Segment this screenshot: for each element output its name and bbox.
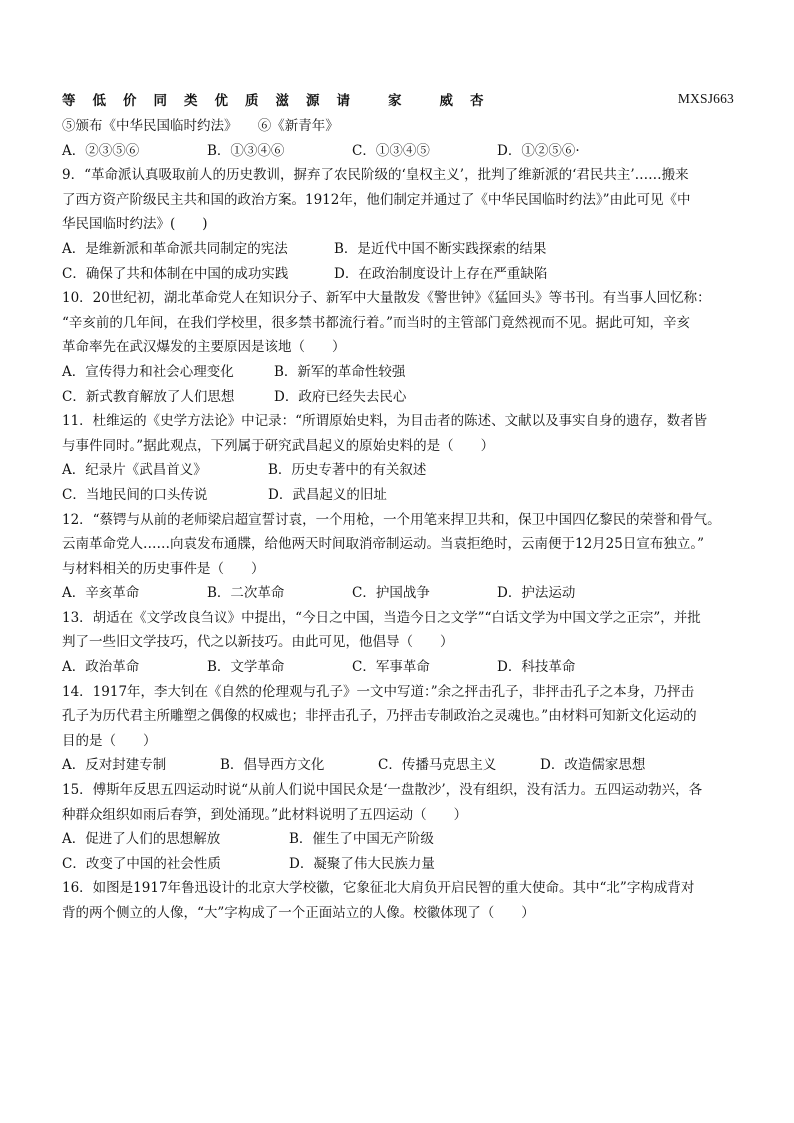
question-text-line: “辛亥前的几年间，在我们学校里，很多禁书都流行着。”而当时的主管部门竟然视而不见。据此可知，辛亥 [62,314,691,331]
option-d: D．在政治制度设计上存在严重缺陷 [334,265,548,282]
option-c: C．护国战争 [352,585,430,602]
option-c: C．军事革命 [352,659,430,676]
header-char: 家 [388,93,402,109]
option-b: B．二次革命 [207,585,285,602]
option-a: A．促进了人们的思想解放 [62,831,221,848]
document-code: MXSJ663 [677,91,734,106]
header-char: 类 [184,93,198,109]
question-text-line: ⑤颁布《中华民国临时约法》 ⑥《新青年》 [62,118,339,134]
option-a: A．反对封建专制 [62,757,167,774]
option-d: D．①②⑤⑥· [497,142,580,159]
option-b: B．新军的革命性较强 [274,363,406,380]
question-text-line: 孔子为历代君主所雕塑之偶像的权威也；非抨击孔子，乃抨击专制政治之灵魂也。”由材料可知新文化运动的 [62,708,697,725]
header-char: 质 [245,93,259,109]
answer-options [62,139,734,164]
option-b: B．①③④⑥ [207,142,285,159]
question-15 [62,778,734,876]
option-b: B．倡导西方文化 [220,757,325,774]
question-12 [62,508,734,606]
question-text-line: 13．胡适在《文学改良刍议》中提出，“今日之中国，当造今日之文学”“白话文学为中国文学之正宗”，并批 [62,609,701,626]
option-c: C．改变了中国的社会性质 [62,855,221,872]
question-9 [62,163,734,286]
header-char: 杏 [470,93,484,109]
question-text-line: 与材料相关的历史事件是（ ） [62,560,265,577]
question-text-line: 云南革命党人……向袁发布通牒，给他两天时间取消帝制运动。当袁拒绝时，云南便于12月25日宣布独立。” [62,536,705,553]
answer-options-row [62,237,734,262]
answer-options-row [62,827,734,852]
question-text-line: 背的两个侧立的人像，“大”字构成了一个正面站立的人像。校徽体现了（ ） [62,905,535,921]
question-text-line: 与事件同时。”据此观点，下列属于研究武昌起义的原始史料的是（ ） [62,437,495,454]
question-13 [62,606,734,680]
option-d: D．凝聚了伟大民族力量 [289,855,435,872]
option-b: B．文学革命 [207,659,285,676]
header-char: 威 [439,93,453,109]
question-text-line: 11．杜维运的《史学方法论》中记录：“所谓原始史料，为目击者的陈述、文献以及事实自身的遗存，数者皆 [62,413,708,430]
answer-options [62,581,734,606]
answer-options-row [62,483,734,508]
exam-page [62,88,734,926]
question-text-line: 12．“蔡锷与从前的老师梁启超宣誓讨袁，一个用枪，一个用笔来捍卫共和，保卫中国四亿黎民的荣誉和骨气。 [62,511,721,528]
question-10 [62,286,734,409]
option-a: A．②③⑤⑥ [62,142,140,159]
question-16 [62,876,734,925]
header-char: 滋 [275,93,289,109]
option-d: D．改造儒家思想 [540,757,646,774]
answer-options-row [62,852,734,877]
header-char: 同 [153,93,167,109]
option-a: A．政治革命 [62,659,140,676]
question-14 [62,680,734,778]
question-text-line: 华民国临时约法》( ) [62,216,208,233]
option-a: A．纪录片《武昌首义》 [62,462,207,479]
header-char: 源 [306,93,320,109]
option-b: B．催生了中国无产阶级 [289,831,434,848]
question-text-line: 目的是（ ） [62,732,157,749]
header-watermark-text [62,89,501,109]
question-text-line: 种群众组织如雨后春笋，到处涌现。”此材料说明了五四运动（ ） [62,806,468,823]
header-char: 优 [214,93,228,109]
answer-options-row [62,458,734,483]
answer-options-row [62,360,734,385]
page-header [62,88,734,110]
option-d: D．科技革命 [497,659,576,676]
header-char: 价 [123,93,137,109]
option-d: D．政府已经失去民心 [274,388,407,405]
option-b: B．历史专著中的有关叙述 [268,462,427,479]
answer-options [62,655,734,680]
header-char: 低 [92,93,106,109]
question-text-line: 判了一些旧文学技巧，代之以新技巧。由此可见，他倡导（ ） [62,634,454,651]
question-11 [62,409,734,507]
option-d: D．护法运动 [497,585,576,602]
option-c: C．新式教育解放了人们思想 [62,388,235,405]
answer-options [62,753,734,778]
answer-options-row [62,262,734,287]
option-d: D．武昌起义的旧址 [268,486,387,503]
option-b: B．是近代中国不断实践探索的结果 [334,240,547,257]
option-a: A．辛亥革命 [62,585,140,602]
option-c: C．传播马克思主义 [378,757,497,774]
option-c: C．当地民间的口头传说 [62,486,208,503]
question-text-line: 了西方资产阶级民主共和国的政治方案。1912年，他们制定并通过了《中华民国临时约法》”由此可见《中 [62,191,691,208]
question-text-line: 14．1917年，李大钊在《自然的伦理观与孔子》一文中写道：”余之抨击孔子，非抨击孔子之本身，乃抨击 [62,683,695,700]
question-text-line: 9．“革命派认真吸取前人的历史教训，摒弃了农民阶级的‘皇权主义’，批判了维新派的‘君民共主’……搬来 [62,167,689,184]
option-c: C．确保了共和体制在中国的成功实践 [62,265,289,282]
question-8-tail [62,114,734,163]
option-a: A．是维新派和革命派共同制定的宪法 [62,240,288,257]
question-text-line: 革命率先在武汉爆发的主要原因是该地（ ） [62,339,346,356]
answer-options-row [62,385,734,410]
option-c: C．①③④⑤ [352,142,430,159]
question-text-line: 10．20世纪初，湖北革命党人在知识分子、新军中大量散发《警世钟》《猛回头》等书刊。有当事人回忆称： [62,290,711,307]
option-a: A．宣传得力和社会心理变化 [62,363,234,380]
header-char: 请 [336,93,350,109]
header-char: 等 [62,93,76,109]
question-text-line: 15．傅斯年反思五四运动时说“从前人们说中国民众是‘一盘散沙’，没有组织，没有活力。五四运动勃兴，各 [62,782,703,799]
question-text-line: 16．如图是1917年鲁迅设计的北京大学校徽，它象征北大肩负开启民智的重大使命。其中“北”字构成背对 [62,880,695,897]
